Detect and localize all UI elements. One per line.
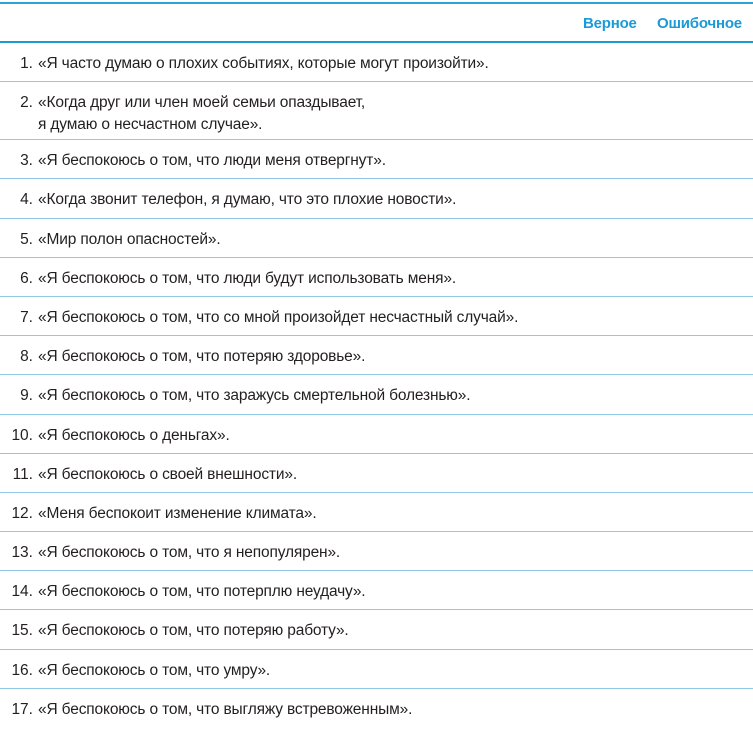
row-number: 13. <box>11 544 33 562</box>
table-row <box>0 297 753 336</box>
table-row <box>0 571 753 610</box>
column-header-true: Верное <box>583 15 637 32</box>
column-header-false: Ошибочное <box>657 15 742 32</box>
statement-text: «Меня беспокоит изменение климата». <box>38 504 317 522</box>
row-number: 5. <box>20 230 33 248</box>
row-number: 10. <box>11 426 33 444</box>
table-header <box>0 4 753 42</box>
table-row <box>0 258 753 297</box>
row-number: 15. <box>11 622 33 640</box>
statement-list <box>0 43 753 728</box>
table-row <box>0 219 753 258</box>
row-number: 1. <box>20 55 33 72</box>
statement-text: «Я беспокоюсь о том, что со мной произойдет несчастный случай». <box>38 308 519 326</box>
statement-text: «Я беспокоюсь о своей внешности». <box>38 465 297 483</box>
table-row <box>0 140 753 179</box>
table-row <box>0 493 753 532</box>
statement-text: «Я беспокоюсь о том, что заражусь смертельной болезнью». <box>38 387 471 405</box>
table-row <box>0 454 753 493</box>
table-row <box>0 532 753 571</box>
row-number: 14. <box>11 583 33 601</box>
table-row <box>0 689 753 728</box>
table-row <box>0 415 753 454</box>
row-number: 3. <box>20 152 33 170</box>
statement-text: «Я беспокоюсь о том, что люди меня отвергнут». <box>38 152 386 170</box>
statement-line-2: я думаю о несчастном случае». <box>38 116 263 134</box>
statement-text: «Я беспокоюсь о том, что люди будут использовать меня». <box>38 269 457 287</box>
table-row <box>0 336 753 375</box>
row-number: 2. <box>20 94 33 112</box>
statement-text: «Когда звонит телефон, я думаю, что это плохие новости». <box>38 191 457 209</box>
statement-text: «Я беспокоюсь о том, что я непопулярен». <box>38 544 341 562</box>
row-number: 4. <box>20 191 33 209</box>
row-number: 9. <box>20 387 33 405</box>
row-number: 17. <box>11 700 33 718</box>
table-row <box>0 179 753 218</box>
statement-text: «Я беспокоюсь о том, что потеряю здоровье». <box>38 348 366 366</box>
row-number: 8. <box>20 348 33 366</box>
table-row <box>0 43 753 82</box>
statement-text: «Я часто думаю о плохих событиях, которые могут произойти». <box>38 55 489 72</box>
statement-text: «Мир полон опасностей». <box>38 230 221 248</box>
row-number: 16. <box>11 661 33 679</box>
row-number: 12. <box>11 504 33 522</box>
row-number: 6. <box>20 269 33 287</box>
statement-text: «Я беспокоюсь о том, что выгляжу встревоженным». <box>38 700 413 718</box>
statement-text: «Я беспокоюсь о том, что потеряю работу». <box>38 622 349 640</box>
table-row <box>0 82 753 140</box>
row-number: 7. <box>20 308 33 326</box>
table-row <box>0 650 753 689</box>
statement-text: «Я беспокоюсь о том, что умру». <box>38 661 271 679</box>
table-row <box>0 610 753 649</box>
statement-text: «Я беспокоюсь о деньгах». <box>38 426 230 444</box>
statement-text <box>38 92 365 136</box>
row-number: 11. <box>12 465 33 483</box>
table-row <box>0 375 753 414</box>
statement-text: «Я беспокоюсь о том, что потерплю неудачу». <box>38 583 366 601</box>
statement-line-1: «Когда друг или член моей семьи опаздывает, <box>38 94 366 112</box>
